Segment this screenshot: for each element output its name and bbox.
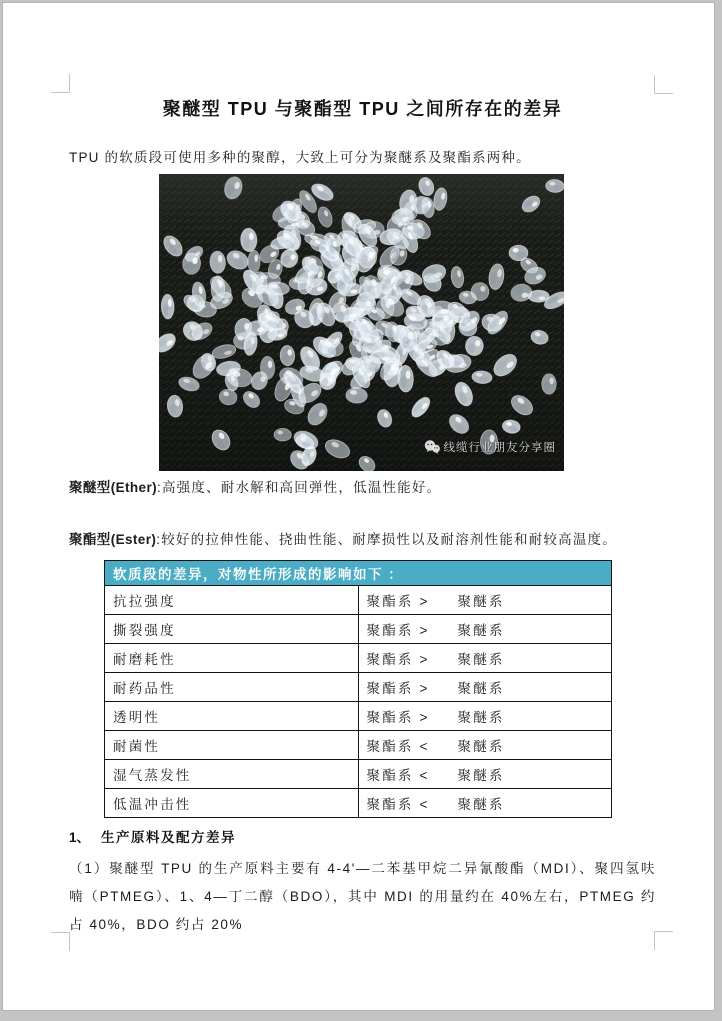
table-row: [105, 789, 612, 818]
ester-description: [69, 531, 656, 548]
left-system: 聚酯系: [366, 797, 414, 812]
property-cell: 耐菌性: [105, 731, 359, 760]
property-cell: 低温冲击性: [105, 789, 359, 818]
comparison-operator: <: [419, 768, 428, 783]
pellets-image: [159, 174, 564, 471]
right-system: 聚醚系: [457, 594, 505, 609]
comparison-operator: <: [419, 797, 428, 812]
table-row: [105, 731, 612, 760]
section-number: 1、: [69, 830, 91, 845]
property-cell: 透明性: [105, 702, 359, 731]
right-system: 聚醚系: [457, 681, 505, 696]
section-heading-text: 生产原料及配方差异: [101, 830, 236, 845]
comparison-operator: >: [419, 652, 428, 667]
property-cell: 耐药品性: [105, 673, 359, 702]
property-cell: 湿气蒸发性: [105, 760, 359, 789]
left-system: 聚酯系: [366, 768, 414, 783]
document-page: [2, 2, 715, 1011]
table-header-row: [105, 561, 612, 586]
table-header: 软质段的差异，对物性所形成的影响如下 ：: [105, 561, 612, 586]
section-paragraph: （1）聚醚型 TPU 的生产原料主要有 4-4'—二苯基甲烷二异氰酸酯（MDI）、聚四氢呋喃（PTMEG）、1、4—丁二醇（BDO），其中 MDI 的用量约在 40%左右，PTMEG 约占 40%，BDO 约占 20%: [69, 861, 656, 932]
left-system: 聚酯系: [366, 623, 414, 638]
section-heading: [69, 826, 656, 846]
table-row: [105, 760, 612, 789]
table-row: [105, 644, 612, 673]
comparison-cell: [358, 760, 612, 789]
left-system: 聚酯系: [366, 652, 414, 667]
comparison-cell: [358, 789, 612, 818]
left-system: 聚酯系: [366, 594, 414, 609]
right-system: 聚醚系: [457, 739, 505, 754]
comparison-cell: [358, 731, 612, 760]
comparison-operator: >: [419, 710, 428, 725]
left-system: 聚酯系: [366, 739, 414, 754]
right-system: 聚醚系: [457, 710, 505, 725]
photo-watermark: [424, 439, 557, 455]
ester-text: :较好的拉伸性能、挠曲性能、耐摩损性以及耐溶剂性能和耐较高温度。: [156, 532, 617, 547]
comparison-operator: >: [419, 681, 428, 696]
ether-label: 聚醚型(Ether): [69, 480, 157, 495]
wechat-icon: [424, 440, 440, 454]
left-system: 聚酯系: [366, 710, 414, 725]
text-boundary-mark-bottom-right: [654, 931, 673, 950]
table-row: [105, 702, 612, 731]
table-row: [105, 673, 612, 702]
property-comparison-table: [104, 560, 612, 818]
comparison-cell: [358, 702, 612, 731]
comparison-cell: [358, 615, 612, 644]
comparison-cell: [358, 673, 612, 702]
text-boundary-mark-top-left: [51, 74, 70, 93]
ester-label: 聚酯型(Ester): [69, 532, 157, 547]
table-row: [105, 586, 612, 615]
right-system: 聚醚系: [457, 623, 505, 638]
right-system: 聚醚系: [457, 797, 505, 812]
property-cell: 抗拉强度: [105, 586, 359, 615]
comparison-cell: [358, 644, 612, 673]
comparison-operator: >: [419, 623, 428, 638]
property-cell: 撕裂强度: [105, 615, 359, 644]
page-title: 聚醚型 TPU 与聚酯型 TPU 之间所存在的差异: [162, 99, 563, 119]
left-system: 聚酯系: [366, 681, 414, 696]
comparison-operator: >: [419, 594, 428, 609]
table-row: [105, 615, 612, 644]
right-system: 聚醚系: [457, 768, 505, 783]
text-boundary-mark-top-right: [654, 75, 673, 94]
text-boundary-mark-bottom-left: [51, 932, 70, 951]
intro-paragraph: TPU 的软质段可使用多种的聚醇，大致上可分为聚醚系及聚酯系两种。: [69, 150, 531, 165]
document-content: [69, 92, 656, 939]
property-cell: 耐磨耗性: [105, 644, 359, 673]
comparison-operator: <: [419, 739, 428, 754]
comparison-cell: [358, 586, 612, 615]
watermark-text: 线缆行业朋友分享圈: [443, 442, 556, 454]
tpu-pellets-photo: [159, 174, 564, 471]
ether-text: :高强度、耐水解和高回弹性，低温性能好。: [157, 480, 442, 495]
ether-description: [69, 479, 656, 496]
right-system: 聚醚系: [457, 652, 505, 667]
